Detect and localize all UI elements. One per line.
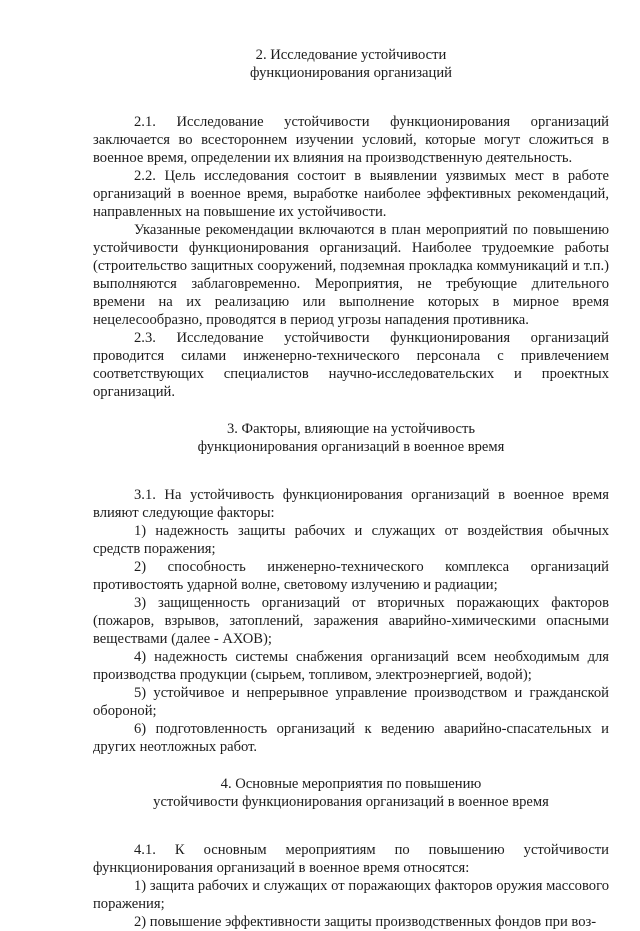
section-heading — [93, 420, 609, 456]
list-item: 4) надежность системы снабжения организаций всем необходимым для производства продукции (сырьем, топливом, электроэнергией, водой); — [93, 649, 609, 683]
list-item: 5) устойчивое и непрерывное управление производством и гражданской обороной; — [93, 685, 609, 719]
heading-line: устойчивости функционирования организаций в военное время — [153, 794, 549, 810]
paragraph: 2.3. Исследование устойчивости функционирования организаций проводится силами инженерно-технического персонала с привлечением соответствующих специалистов научно-исследовательских и проектных организаций. — [93, 330, 609, 400]
section-heading — [93, 46, 609, 82]
heading-line: 4. Основные мероприятия по повышению — [220, 776, 482, 792]
paragraph: 2.2. Цель исследования состоит в выявлении уязвимых мест в работе организаций в военное время, выработке наиболее эффективных рекомендаций, направленных на повышение их устойчивости. — [93, 168, 609, 220]
heading-line: 3. Факторы, влияющие на устойчивость — [226, 421, 476, 437]
list-item: 6) подготовленность организаций к ведению аварийно-спасательных и других неотложных работ. — [93, 721, 609, 755]
paragraph: 3.1. На устойчивость функционирования организаций в военное время влияют следующие факторы: — [93, 487, 609, 521]
document-body — [93, 46, 609, 931]
paragraph: 4.1. К основным мероприятиям по повышению устойчивости функционирования организаций в военное время относятся: — [93, 842, 609, 876]
heading-line: функционирования организаций в военное время — [197, 439, 505, 455]
list-item: 1) защита рабочих и служащих от поражающих факторов оружия массового поражения; — [93, 878, 609, 912]
list-item: 2) повышение эффективности защиты производственных фондов при воз- — [134, 914, 597, 930]
list-item: 3) защищенность организаций от вторичных поражающих факторов (пожаров, взрывов, затоплений, заражения аварийно-химическими опасными веществами (далее - АХОВ); — [93, 595, 609, 647]
heading-line: функционирования организаций — [250, 65, 452, 81]
list-item: 1) надежность защиты рабочих и служащих от воздействия обычных средств поражения; — [93, 523, 609, 557]
heading-line: 2. Исследование устойчивости — [255, 47, 447, 63]
paragraph: Указанные рекомендации включаются в план мероприятий по повышению устойчивости функционирования организаций. Наиболее трудоемкие работы (строительство защитных сооружений, подземная прокладка коммуникаций и т.п.) выполняются заблаговременно. Мероприятия, не требующие длительного времени на их реализацию или выполнение которых в мирное время нецелесообразно, проводятся в период угрозы нападения противника. — [93, 222, 609, 328]
list-item: 2) способность инженерно-технического комплекса организаций противостоять ударной волне, световому излучению и радиации; — [93, 559, 609, 593]
paragraph: 2.1. Исследование устойчивости функционирования организаций заключается во всестороннем изучении условий, которые могут сложиться в военное время, определении их влияния на производственную деятельность. — [93, 114, 609, 166]
section-heading — [93, 775, 609, 811]
